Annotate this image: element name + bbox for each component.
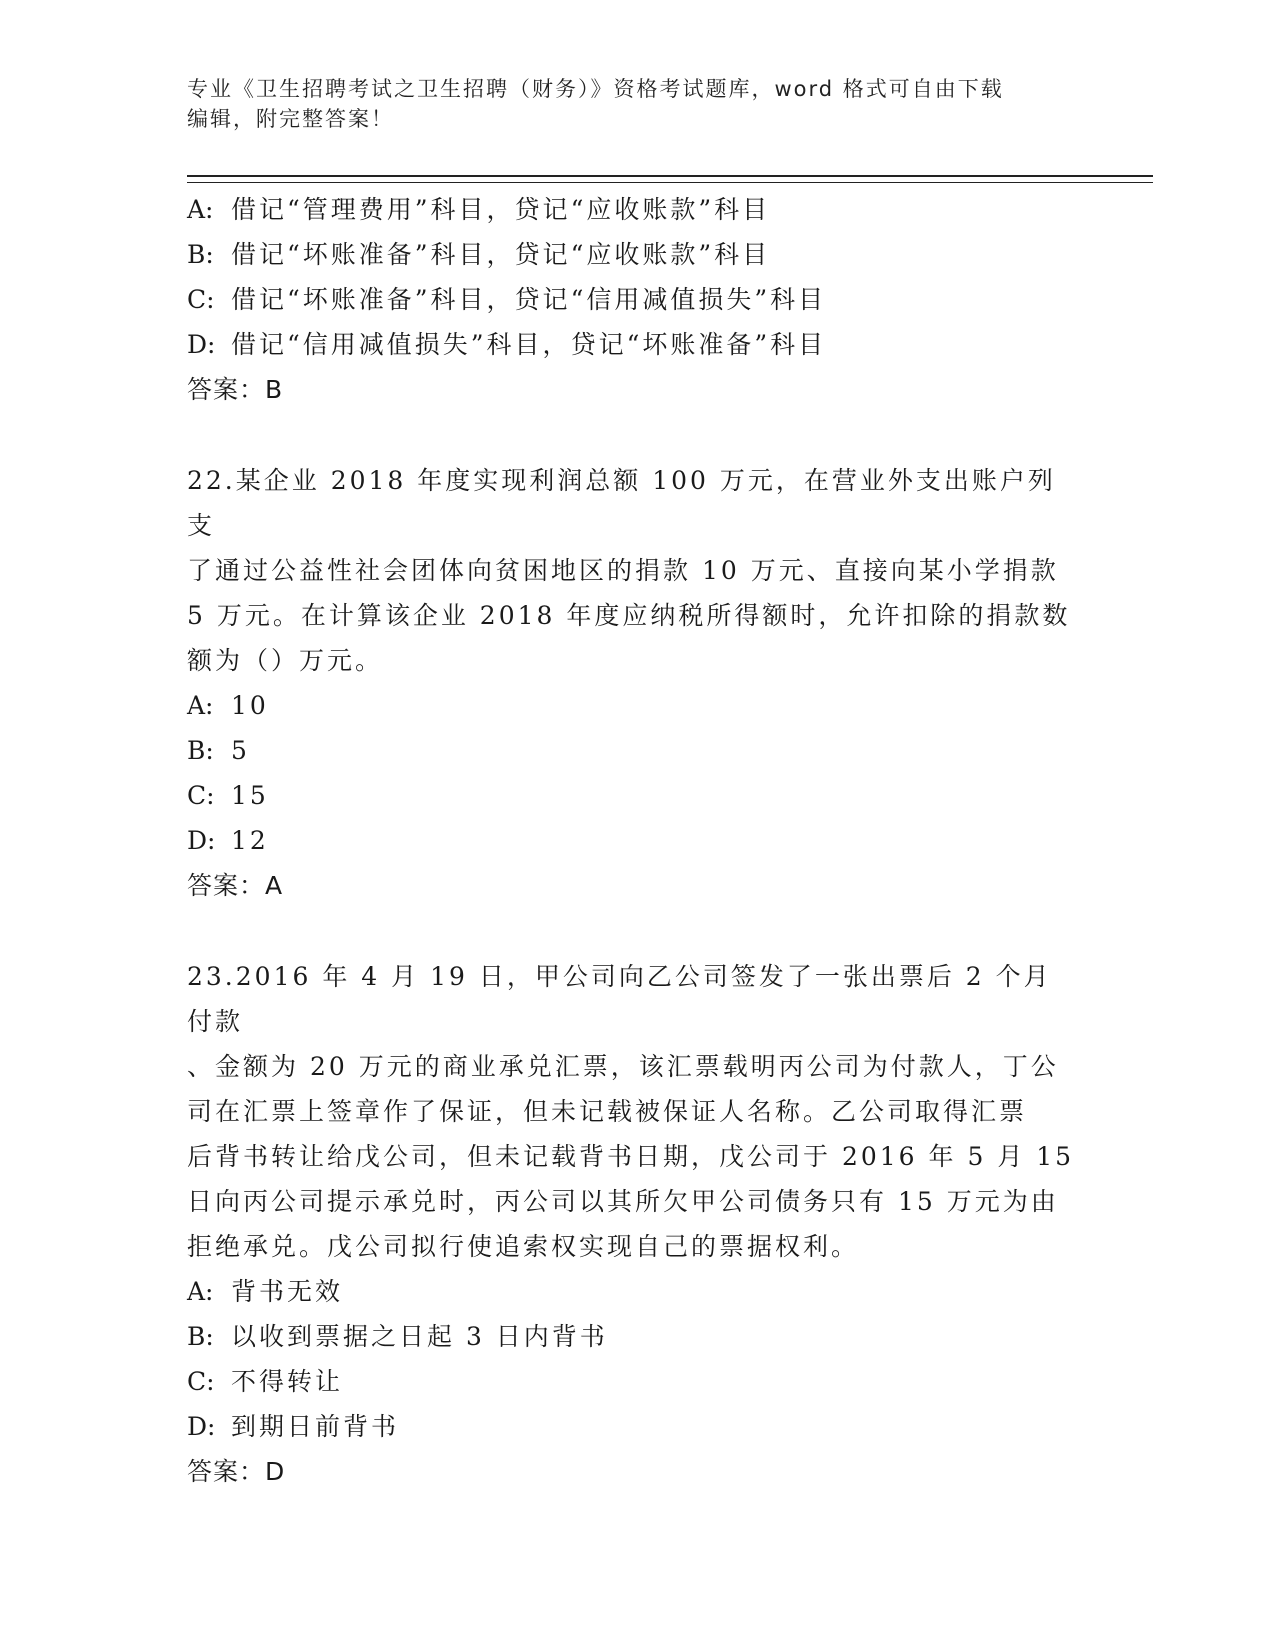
header-line-1: 专业《卫生招聘考试之卫生招聘（财务）》资格考试题库，word 格式可自由下载 [187,77,1004,101]
option-letter: A: [187,1277,214,1306]
option-text: 借记“坏账准备”科目，贷记“应收账款”科目 [231,240,771,269]
stem-line: 拒绝承兑。戊公司拟行使追索权实现自己的票据权利。 [187,1232,860,1261]
question-stem [187,954,1077,1269]
option-b [187,232,1077,277]
stem-line: 司在汇票上签章作了保证，但未记载被保证人名称。乙公司取得汇票 [187,1097,1028,1126]
stem-line: 额为（）万元。 [187,646,384,675]
option-a [187,683,1077,728]
option-text: 以收到票据之日起 3 日内背书 [231,1322,608,1351]
option-b [187,1314,1077,1359]
question-23 [187,954,1077,1494]
stem-line: 5 万元。在计算该企业 2018 年度应纳税所得额时，允许扣除的捐款数 [187,601,1071,630]
option-c [187,277,1077,322]
option-letter: D: [187,330,216,359]
option-d [187,1404,1077,1449]
option-d [187,818,1077,863]
stem-line: 日向丙公司提示承兑时，丙公司以其所欠甲公司债务只有 15 万元为由 [187,1187,1059,1216]
option-letter: B: [187,1322,214,1351]
question-content [187,187,1077,1494]
option-text: 12 [231,826,269,855]
option-letter: D: [187,1412,216,1441]
option-d [187,322,1077,367]
option-letter: C: [187,1367,215,1396]
option-letter: B: [187,736,214,765]
option-a [187,1269,1077,1314]
page-header [187,74,1067,134]
header-divider-thin [187,182,1153,183]
option-text: 借记“管理费用”科目，贷记“应收账款”科目 [231,195,771,224]
answer-line: 答案：A [187,871,284,900]
option-letter: A: [187,691,214,720]
option-text: 10 [231,691,269,720]
option-letter: A: [187,195,214,224]
question-stem [187,458,1077,683]
option-c [187,1359,1077,1404]
option-text: 15 [231,781,269,810]
header-line-2: 编辑，附完整答案！ [187,107,394,131]
answer-line: 答案：D [187,1457,286,1486]
option-text: 5 [231,736,250,765]
spacer [187,908,1077,954]
stem-line: 23.2016 年 4 月 19 日，甲公司向乙公司签发了一张出票后 2 个月付款 [187,962,1052,1036]
stem-line: 了通过公益性社会团体向贫困地区的捐款 10 万元、直接向某小学捐款 [187,556,1059,585]
answer-line: 答案：B [187,375,284,404]
question-21 [187,187,1077,412]
option-text: 到期日前背书 [231,1412,400,1441]
option-b [187,728,1077,773]
option-text: 借记“坏账准备”科目，贷记“信用减值损失”科目 [231,285,827,314]
option-letter: C: [187,285,215,314]
spacer [187,412,1077,458]
option-text: 借记“信用减值损失”科目，贷记“坏账准备”科目 [231,330,827,359]
stem-line: 22.某企业 2018 年度实现利润总额 100 万元，在营业外支出账户列支 [187,466,1056,540]
option-letter: B: [187,240,214,269]
stem-line: 、金额为 20 万元的商业承兑汇票，该汇票载明丙公司为付款人，丁公 [187,1052,1059,1081]
option-c [187,773,1077,818]
header-divider-thick [187,175,1153,177]
option-letter: C: [187,781,215,810]
question-22 [187,458,1077,908]
option-letter: D: [187,826,216,855]
option-a [187,187,1077,232]
stem-line: 后背书转让给戊公司，但未记载背书日期，戊公司于 2016 年 5 月 15 [187,1142,1075,1171]
option-text: 背书无效 [231,1277,344,1306]
option-text: 不得转让 [231,1367,344,1396]
